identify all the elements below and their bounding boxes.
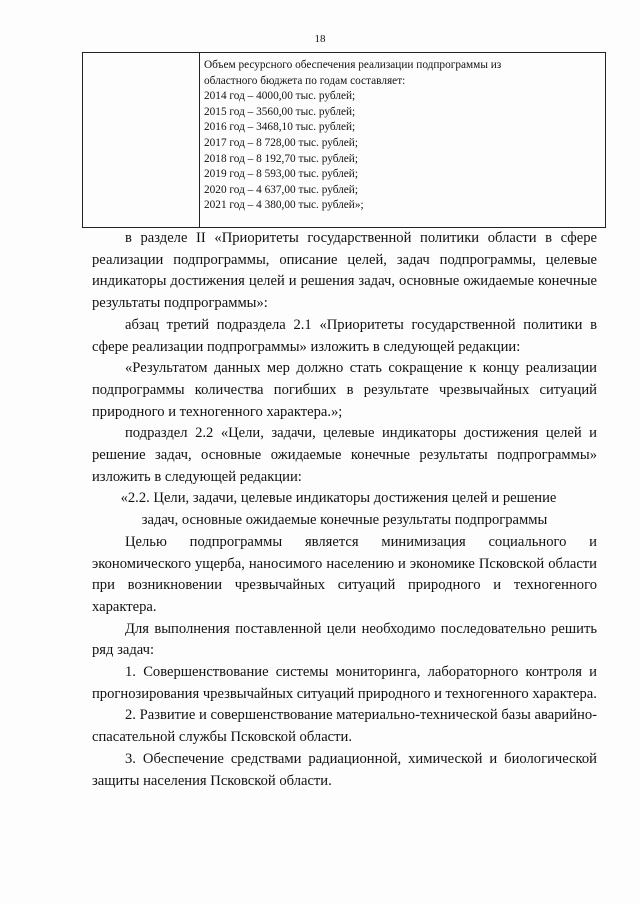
paragraph-section-ii: в разделе II «Приоритеты государственной политики области в сфере реализации подпрограммы, описание целей, задач подпрограммы, целевые индикаторы достижения целей и решения задач, основные ожидаемые конечные результаты подпрограммы»: bbox=[92, 230, 597, 312]
year-line-2018: 2018 год – 8 192,70 тыс. рублей; bbox=[204, 152, 358, 165]
year-line-2019: 2019 год – 8 593,00 тыс. рублей; bbox=[204, 168, 358, 181]
section-heading-line-2: задач, основные ожидаемые конечные результаты подпрограммы bbox=[141, 512, 548, 529]
year-line-2020: 2020 год – 4 637,00 тыс. рублей; bbox=[204, 183, 358, 196]
paragraph-subsection-2-2: подраздел 2.2 «Цели, задачи, целевые индикаторы достижения целей и решение задач, основные ожидаемые конечные результаты подпрограммы» изложить в следующей редакции: bbox=[92, 425, 597, 485]
year-line-2015: 2015 год – 3560,00 тыс. рублей; bbox=[204, 105, 356, 118]
year-line-2021: 2021 год – 4 380,00 тыс. рублей»; bbox=[204, 199, 364, 212]
task-item-3: 3. Обеспечение средствами радиационной, химической и биологической защиты населения Псковской области. bbox=[92, 750, 597, 789]
table-empty-cell bbox=[83, 53, 200, 228]
year-line-2016: 2016 год – 3468,10 тыс. рублей; bbox=[204, 121, 356, 134]
year-line-2017: 2017 год – 8 728,00 тыс. рублей; bbox=[204, 136, 358, 149]
year-line-2014: 2014 год – 4000,00 тыс. рублей; bbox=[204, 90, 356, 103]
budget-table bbox=[82, 52, 606, 228]
section-heading-line-1: «2.2. Цели, задачи, целевые индикаторы достижения целей и решение bbox=[120, 490, 557, 507]
task-item-2: 2. Развитие и совершенствование материально-технической базы аварийно-спасательной службы Псковской области. bbox=[92, 707, 597, 746]
paragraph-result-quote: «Результатом данных мер должно стать сокращение к концу реализации подпрограммы количества погибших в результате чрезвычайных ситуаций природного и техногенного характера.»; bbox=[92, 360, 597, 420]
table-intro-line: областного бюджета по годам составляет: bbox=[204, 74, 406, 87]
paragraph-tasks-intro: Для выполнения поставленной цели необходимо последовательно решить ряд задач: bbox=[92, 620, 597, 659]
paragraph-goal: Целью подпрограммы является минимизация социального и экономического ущерба, наносимого населению и экономике Псковской области при возникновении чрезвычайных ситуаций природного и техногенного характера. bbox=[92, 533, 597, 615]
table-intro-line: Объем ресурсного обеспечения реализации подпрограммы из bbox=[204, 59, 502, 71]
paragraph-subsection-2-1: абзац третий подраздела 2.1 «Приоритеты государственной политики в сфере реализации подпрограммы» изложить в следующей редакции: bbox=[92, 316, 597, 355]
task-item-1: 1. Совершенствование системы мониторинга, лабораторного контроля и прогнозирования чрезвычайных ситуаций природного и техногенного характера. bbox=[92, 664, 597, 702]
table-budget-cell bbox=[200, 53, 606, 228]
document-body bbox=[92, 228, 597, 792]
page-number: 18 bbox=[314, 33, 326, 45]
